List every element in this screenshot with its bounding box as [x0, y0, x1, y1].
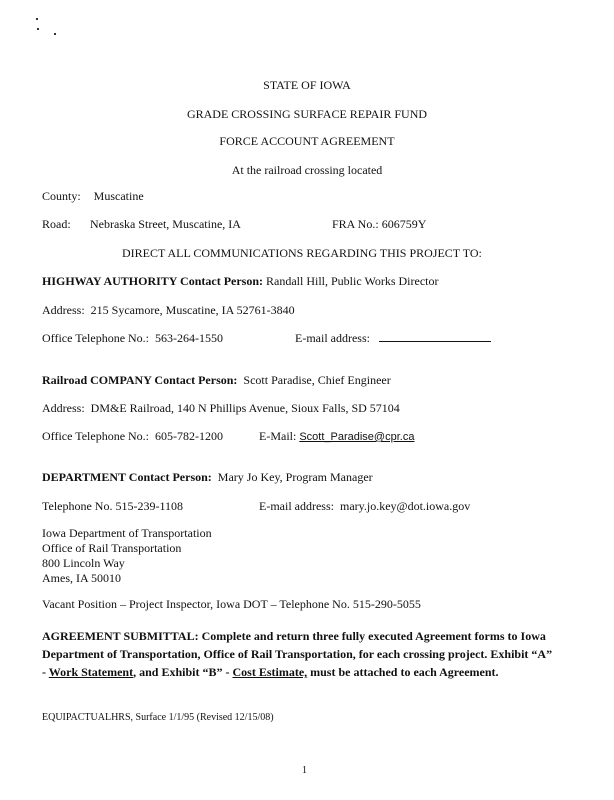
department-email: [259, 499, 470, 513]
address-value: DM&E Railroad, 140 N Phillips Avenue, Sioux Falls, SD 57104: [90, 401, 400, 415]
railroad-contact-name: Scott Paradise, Chief Engineer: [243, 373, 391, 387]
title-location: At the railroad crossing located: [231, 163, 383, 177]
department-heading: DEPARTMENT Contact Person:: [42, 470, 212, 484]
email-label: E-mail address:: [295, 331, 370, 345]
scan-speck: [36, 18, 38, 20]
direct-heading: DIRECT ALL COMMUNICATIONS REGARDING THIS PROJECT TO:: [122, 246, 482, 260]
fra-label: FRA No.:: [332, 217, 379, 231]
email-value: mary.jo.key@dot.iowa.gov: [339, 499, 471, 513]
vacant-position: Vacant Position – Project Inspector, Iowa DOT – Telephone No. 515-290-5055: [42, 597, 421, 611]
dept-address-line: 800 Lincoln Way: [42, 556, 125, 570]
work-statement: Work Statement: [48, 665, 134, 679]
dept-address-line: Iowa Department of Transportation: [42, 526, 212, 540]
road-value: Nebraska Street, Muscatine, IA: [90, 217, 241, 231]
dept-address-line: Office of Rail Transportation: [42, 541, 182, 555]
department-phone: [42, 499, 183, 513]
highway-contact: [42, 274, 438, 288]
page-number: 1: [302, 765, 307, 776]
submittal-line-1: [42, 629, 546, 643]
phone-label: Telephone No.: [42, 499, 113, 513]
submittal-line-3: [42, 665, 499, 679]
submittal-text: , and Exhibit “B” -: [133, 665, 233, 679]
title-fund: GRADE CROSSING SURFACE REPAIR FUND: [186, 107, 428, 121]
highway-heading: HIGHWAY AUTHORITY Contact Person:: [42, 274, 264, 288]
footer-revision: EQUIPACTUALHRS, Surface 1/1/95 (Revised 12/15/08): [42, 712, 274, 723]
cost-estimate: Cost Estimate,: [232, 665, 308, 679]
title-agreement: FORCE ACCOUNT AGREEMENT: [219, 134, 395, 148]
highway-contact-name: Randall Hill, Public Works Director: [266, 274, 439, 288]
scan-speck: [37, 28, 39, 30]
highway-address: [42, 303, 295, 317]
address-value: 215 Sycamore, Muscatine, IA 52761-3840: [90, 303, 295, 317]
county-value: Muscatine: [93, 189, 144, 203]
railroad-phone: [42, 429, 223, 443]
phone-value: 515-239-1108: [115, 499, 184, 513]
submittal-text: Complete and return three fully executed Agreement forms to Iowa: [201, 629, 546, 643]
address-label: Address:: [42, 303, 85, 317]
submittal-line-2: Department of Transportation, Office of Rail Transportation, for each crossing project. Exhibit “A”: [42, 647, 553, 661]
railroad-address: [42, 401, 400, 415]
fra-value: 606759Y: [381, 217, 427, 231]
submittal-text: must be attached to each Agreement.: [307, 665, 499, 679]
highway-email: [295, 331, 491, 345]
email-label: E-mail address:: [259, 499, 334, 513]
email-label: E-Mail:: [259, 429, 297, 443]
email-blank-line[interactable]: [379, 331, 491, 342]
submittal-heading: AGREEMENT SUBMITTAL:: [42, 629, 199, 643]
railroad-heading: Railroad COMPANY Contact Person:: [42, 373, 238, 387]
phone-label: Office Telephone No.:: [42, 331, 150, 345]
phone-value: 563-264-1550: [155, 331, 224, 345]
scan-speck: [54, 33, 56, 35]
address-label: Address:: [42, 401, 85, 415]
submittal-text: -: [42, 665, 49, 679]
dept-address-line: Ames, IA 50010: [42, 571, 121, 585]
department-contact-name: Mary Jo Key, Program Manager: [217, 470, 373, 484]
railroad-email: [259, 429, 414, 444]
road-label: Road:: [42, 217, 71, 231]
department-contact: [42, 470, 373, 484]
phone-value: 605-782-1200: [155, 429, 224, 443]
fra-row: [332, 217, 426, 231]
title-state: STATE OF IOWA: [263, 78, 351, 92]
phone-label: Office Telephone No.:: [42, 429, 150, 443]
email-link[interactable]: Scott_Paradise@cpr.ca: [299, 431, 415, 443]
highway-phone: [42, 331, 223, 345]
county-row: [42, 189, 144, 203]
county-label: County:: [42, 189, 81, 203]
railroad-contact: [42, 373, 391, 387]
